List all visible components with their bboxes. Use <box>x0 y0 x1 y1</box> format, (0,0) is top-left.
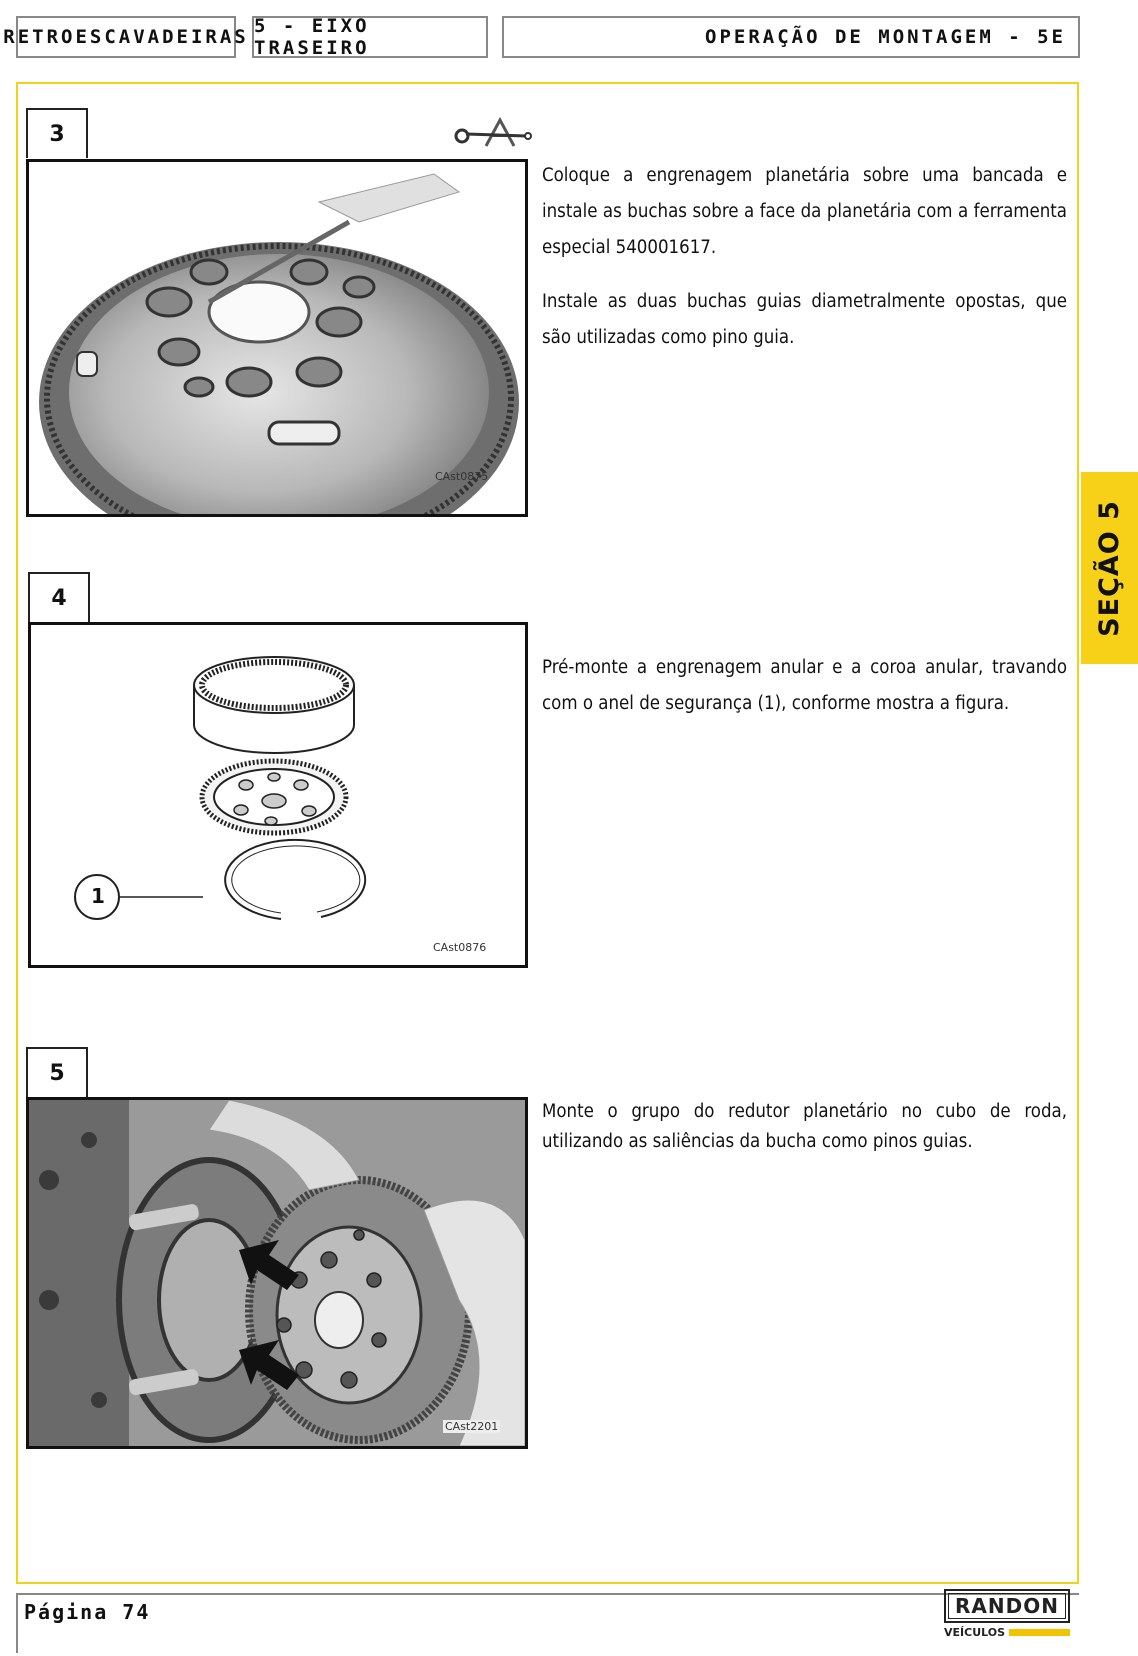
randon-logo <box>944 1589 1070 1639</box>
header-machine: RETROESCAVADEIRAS <box>16 16 236 58</box>
figure-step-5 <box>26 1097 528 1449</box>
step-number: 3 <box>26 108 88 158</box>
figure-step-3 <box>26 159 528 517</box>
step-4-text <box>542 650 1067 740</box>
callout-1: 1 <box>91 884 105 908</box>
step-4-paragraph-1: Pré-monte a engrenagem anular e a coroa anular, travando com o anel de segurança (1), conforme mostra a figura. <box>542 657 1067 714</box>
logo-word: RANDON <box>955 1594 1059 1618</box>
footer-rule <box>16 1593 1079 1595</box>
footer-rule-left <box>16 1593 18 1653</box>
step-3-text <box>542 158 1067 374</box>
page-number: Página 74 <box>24 1600 151 1624</box>
step-number: 5 <box>26 1047 88 1097</box>
step-5-paragraph-1: Monte o grupo do redutor planetário no cubo de roda, utilizando as saliências da bucha como pinos guias. <box>542 1101 1067 1152</box>
step-3-paragraph-2: Instale as duas buchas guias diametralmente opostas, que são utilizadas como pino guia. <box>542 291 1067 348</box>
figure-step-4 <box>28 622 528 968</box>
special-tool-icon <box>452 116 532 156</box>
section-tab-label: SEÇÃO 5 <box>1094 499 1125 637</box>
header-chapter: 5 - EIXO TRASEIRO <box>252 16 488 58</box>
figure-code: CAst0876 <box>433 941 487 954</box>
header-operation: OPERAÇÃO DE MONTAGEM - 5E <box>502 16 1080 58</box>
step-number: 4 <box>28 572 90 622</box>
logo-subtitle: VEÍCULOS <box>944 1626 1006 1639</box>
figure-code: CAst2201 <box>445 1420 499 1433</box>
figure-code: CAst0875 <box>435 470 489 483</box>
step-5-text <box>542 1097 1067 1175</box>
section-tab <box>1081 472 1138 664</box>
step-3-paragraph-1: Coloque a engrenagem planetária sobre uma bancada e instale as buchas sobre a face da planetária com a ferramenta especial 540001617. <box>542 165 1067 258</box>
